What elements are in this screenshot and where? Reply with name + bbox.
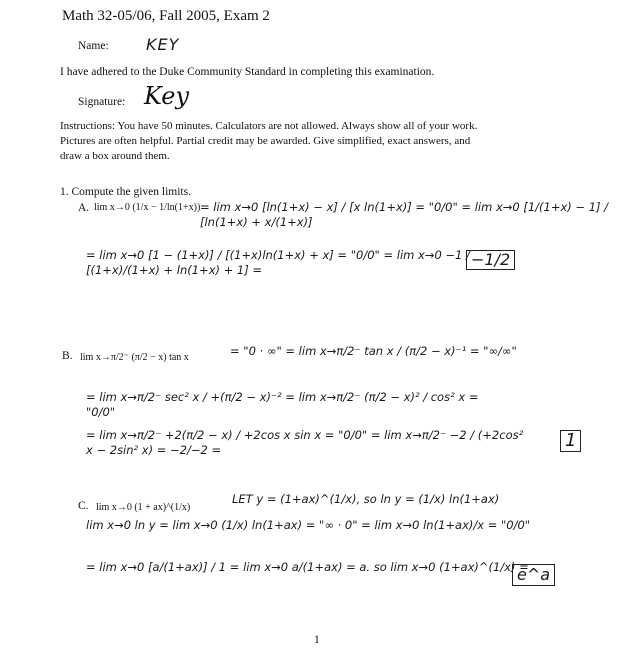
exam-title: Math 32-05/06, Fall 2005, Exam 2 <box>62 8 270 24</box>
part-b-answer: 1 <box>560 430 581 452</box>
instructions-line-2: Pictures are often helpful. Partial credit may be awarded. Give simplified, exact answers, and <box>60 135 471 147</box>
part-c-label: C. <box>78 500 89 512</box>
instructions-line-1: Instructions: You have 50 minutes. Calculators are not allowed. Always show all of your work. <box>60 120 478 132</box>
problem-heading: 1. Compute the given limits. <box>60 186 191 198</box>
part-b-label: B. <box>62 350 73 362</box>
part-c-problem: lim x→0 (1 + ax)^(1/x) <box>96 502 191 513</box>
signature: Key <box>144 82 190 110</box>
part-a-answer: −1/2 <box>466 250 515 270</box>
name-value: KEY <box>146 35 180 54</box>
signature-label: Signature: <box>78 96 126 108</box>
part-c-work-3: = lim x→0 [a/(1+ax)] / 1 = lim x→0 a/(1+ax) = a. so lim x→0 (1+ax)^(1/x) = <box>86 560 529 574</box>
part-b-problem: lim x→π/2⁻ (π/2 − x) tan x <box>80 352 189 363</box>
part-a-work-2: = lim x→0 [1 − (1+x)] / [(1+x)ln(1+x) + x] = "0/0" = lim x→0 −1 / [(1+x)/(1+x) + ln(1+x) + 1] = <box>86 248 470 277</box>
community-standard: I have adhered to the Duke Community Standard in completing this examination. <box>60 66 435 78</box>
instructions-line-3: draw a box around them. <box>60 150 170 162</box>
name-label: Name: <box>78 40 109 52</box>
part-c-answer: e^a <box>512 564 555 586</box>
page-number: 1 <box>314 634 320 646</box>
part-a-label: A. <box>78 202 90 214</box>
part-b-work-3: = lim x→π/2⁻ +2(π/2 − x) / +2cos x sin x = "0/0" = lim x→π/2⁻ −2 / (+2cos² x − 2sin² x) = −2/−2 = <box>86 428 524 457</box>
part-a-work-1: = lim x→0 [ln(1+x) − x] / [x ln(1+x)] = "0/0" = lim x→0 [1/(1+x) − 1] / [ln(1+x) + x/(1+x)] <box>200 200 609 229</box>
part-c-work-1: LET y = (1+ax)^(1/x), so ln y = (1/x) ln(1+ax) <box>232 492 500 506</box>
part-b-work-1: = "0 · ∞" = lim x→π/2⁻ tan x / (π/2 − x)⁻¹ = "∞/∞" <box>230 344 517 358</box>
part-b-work-2: = lim x→π/2⁻ sec² x / +(π/2 − x)⁻² = lim x→π/2⁻ (π/2 − x)² / cos² x = "0/0" <box>86 390 479 419</box>
part-c-work-2: lim x→0 ln y = lim x→0 (1/x) ln(1+ax) = "∞ · 0" = lim x→0 ln(1+ax)/x = "0/0" <box>86 518 531 532</box>
part-a-problem: lim x→0 (1/x − 1/ln(1+x)) <box>94 202 201 213</box>
